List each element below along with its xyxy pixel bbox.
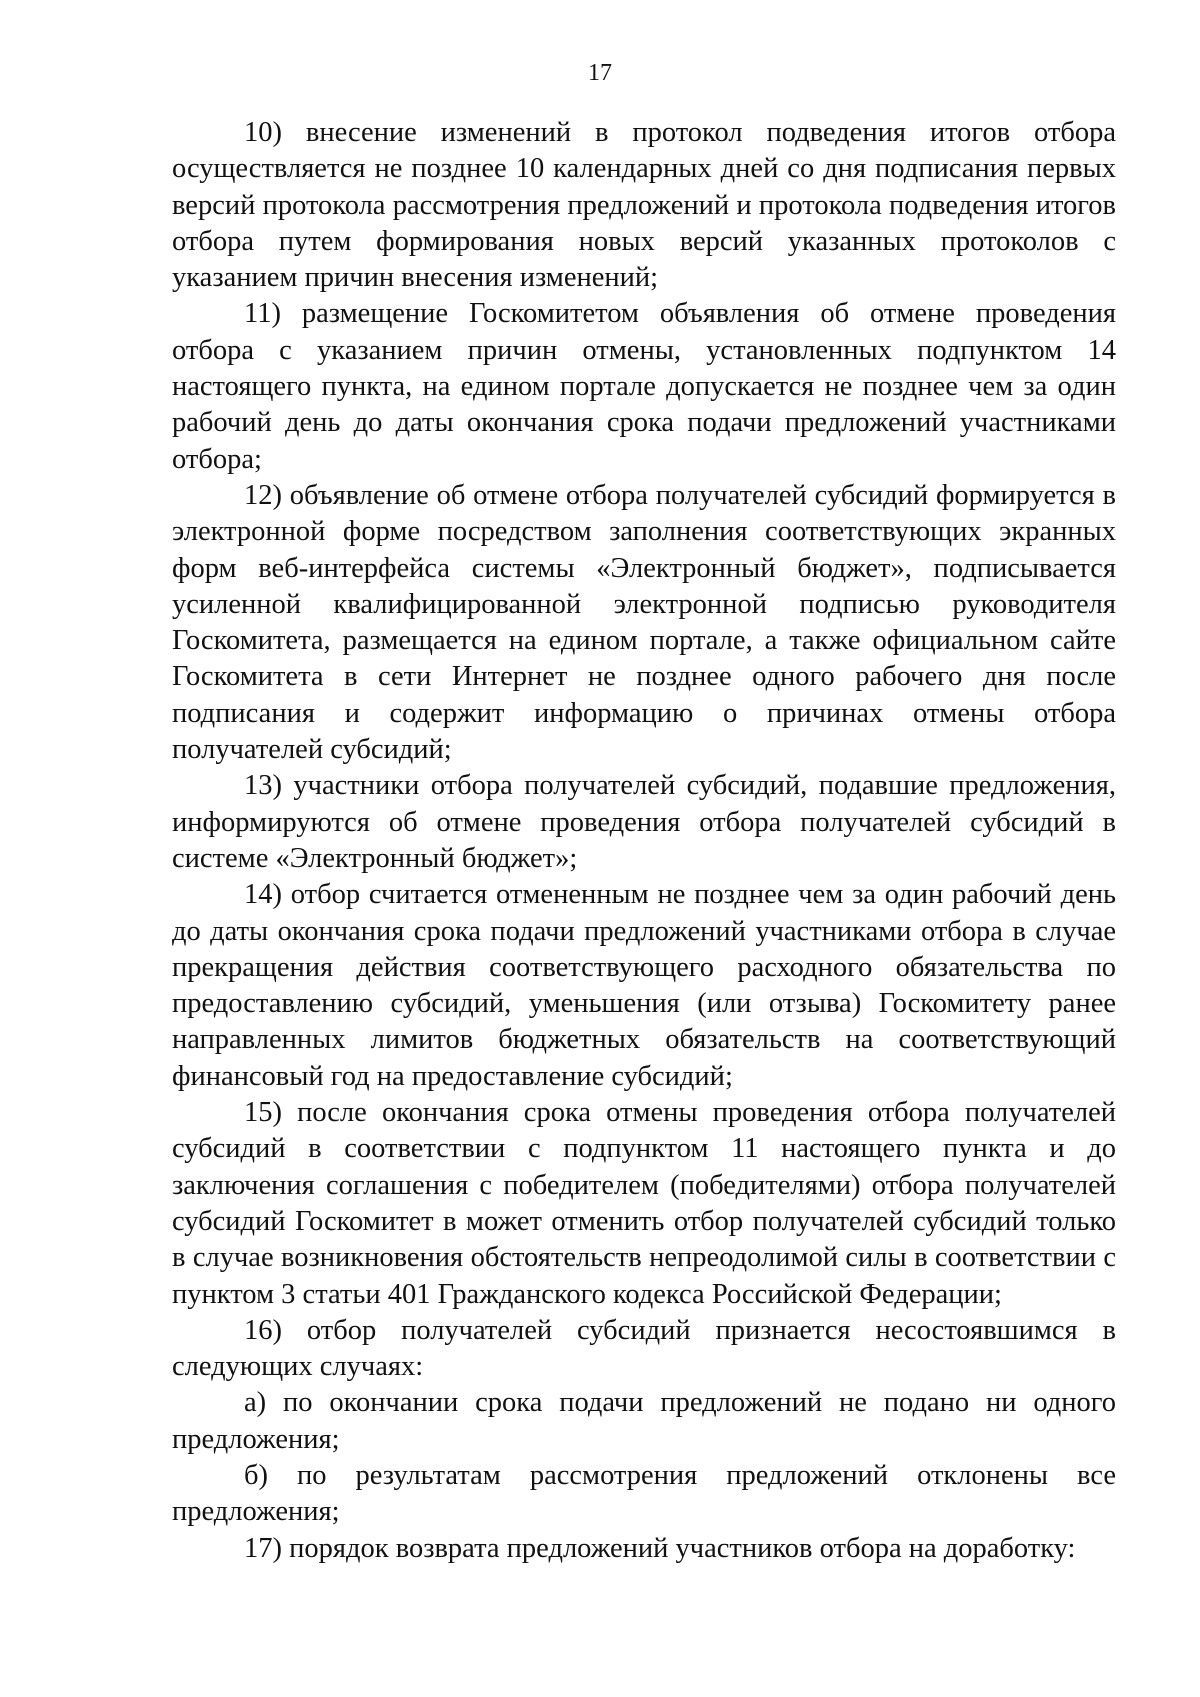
paragraph-item-11: 11) размещение Госкомитетом объявления об отмене проведения отбора с указанием причин отмены, установленных подпунктом 14 настоящего пункта, на едином портале допускается не позднее чем за один рабочий день до даты окончания срока подачи предложений участниками отбора; (172, 298, 1116, 475)
paragraph-item-13: 13) участники отбора получателей субсидий, подавшие предложения, информируются об отмене проведения отбора получателей субсидий в системе «Электронный бюджет»; (172, 770, 1116, 874)
paragraph-item-14: 14) отбор считается отмененным не позднее чем за один рабочий день до даты окончания срока подачи предложений участниками отбора в случае прекращения действия соответствующего расходного обязательства по предоставлению субсидий, уменьшения (или отзыва) Госкомитету ранее направленных лимитов бюджетных обязательств на соответствующий финансовый год на предоставление субсидий; (172, 879, 1116, 1092)
paragraph-item-17: 17) порядок возврата предложений участников отбора на доработку: (244, 1532, 1076, 1564)
paragraph-item-10: 10) внесение изменений в протокол подведения итогов отбора осуществляется не позднее 10 календарных дней со дня подписания первых версий протокола рассмотрения предложений и протокола подведения итогов отбора путем формирования новых версий указанных протоколов с указанием причин внесения изменений; (172, 117, 1116, 294)
page-number: 17 (588, 60, 612, 86)
document-body (172, 115, 1116, 1567)
paragraph-item-12: 12) объявление об отмене отбора получателей субсидий формируется в электронной форме посредством заполнения соответствующих экранных форм веб-интерфейса системы «Электронный бюджет», подписывается усиленной квалифицированной электронной подписью руководителя Госкомитета, размещается на едином портале, а также официальном сайте Госкомитета в сети Интернет не позднее одного рабочего дня после подписания и содержит информацию о причинах отмены отбора получателей субсидий; (172, 479, 1116, 766)
paragraph-item-15: 15) после окончания срока отмены проведения отбора получателей субсидий в соответствии с подпунктом 11 настоящего пункта и до заключения соглашения с победителем (победителями) отбора получателей субсидий Госкомитет в может отменить отбор получателей субсидий только в случае возникновения обстоятельств непреодолимой силы в соответствии с пунктом 3 статьи 401 Гражданского кодекса Российской Федерации; (172, 1097, 1116, 1310)
paragraph-item-16: 16) отбор получателей субсидий признается несостоявшимся в следующих случаях: (172, 1314, 1116, 1383)
paragraph-subitem-b: б) по результатам рассмотрения предложений отклонены все предложения; (172, 1459, 1116, 1528)
paragraph-subitem-a: а) по окончании срока подачи предложений не подано ни одного предложения; (172, 1387, 1116, 1455)
